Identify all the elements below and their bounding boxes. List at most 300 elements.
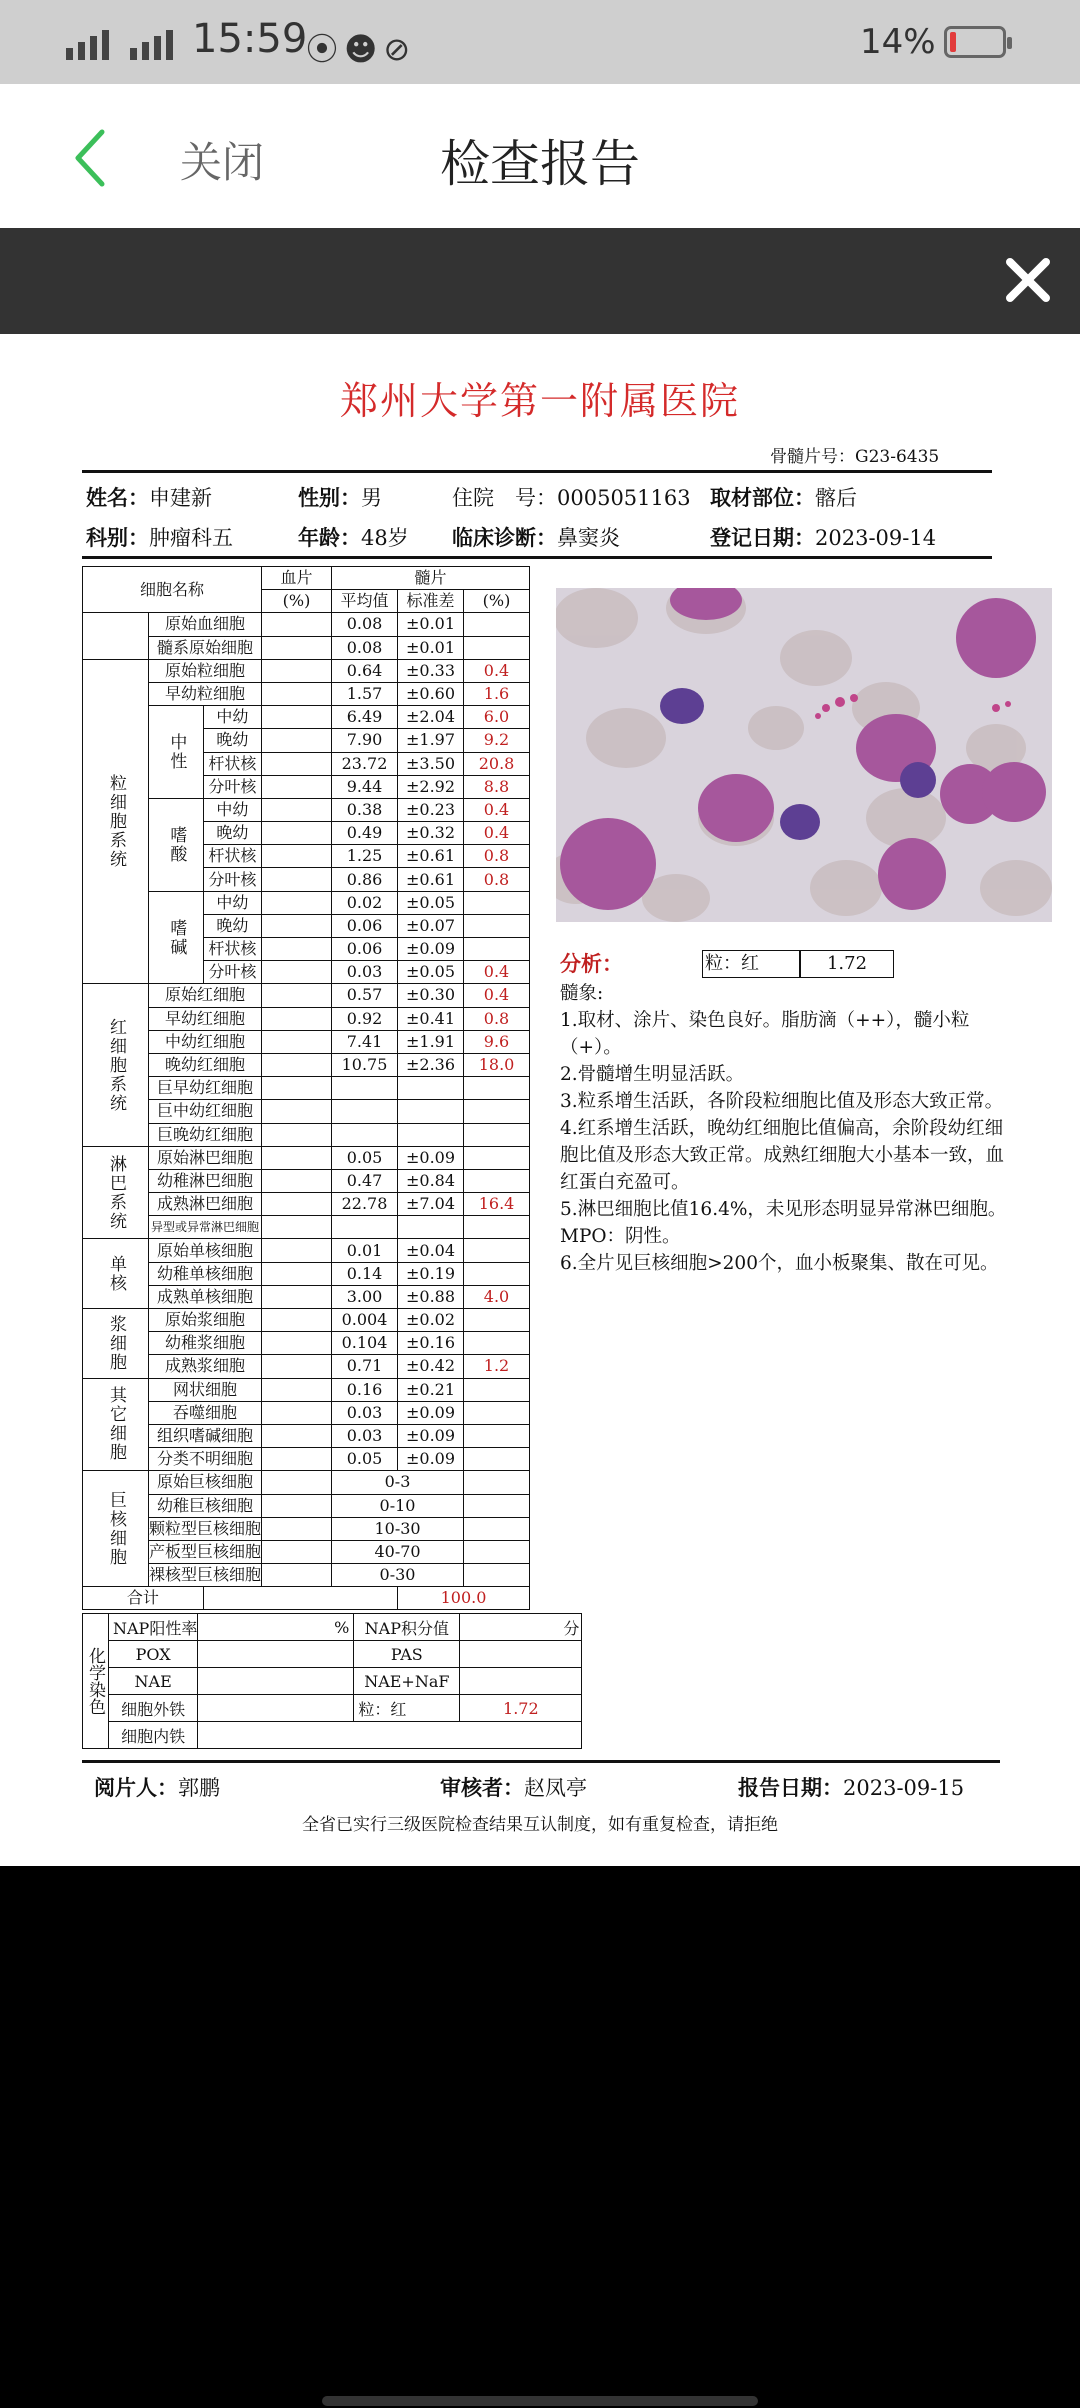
sd-value: ±0.61	[398, 845, 464, 868]
table-row	[83, 1641, 582, 1668]
pct-value: 20.8	[464, 752, 530, 775]
mean-value: 7.41	[332, 1030, 398, 1053]
pct-value	[464, 1146, 530, 1169]
int-iron-value	[198, 1722, 582, 1749]
mean-value: 0.14	[332, 1262, 398, 1285]
range-value: 0-30	[332, 1564, 464, 1587]
home-indicator[interactable]	[322, 2396, 758, 2406]
blood-value	[262, 1007, 332, 1030]
blood-value	[262, 798, 332, 821]
nae-naf-label: NAE+NaF	[354, 1668, 460, 1695]
ratio-label: 粒：红	[354, 1695, 460, 1722]
sd-value: ±1.97	[398, 729, 464, 752]
blood-value	[262, 613, 332, 636]
pct-value	[464, 1332, 530, 1355]
mean-value: 7.90	[332, 729, 398, 752]
table-row	[83, 1123, 530, 1146]
table-row	[83, 682, 530, 705]
table-row	[83, 1517, 530, 1540]
blood-value	[262, 1401, 332, 1424]
pct-value: 0.4	[464, 961, 530, 984]
pox-value	[198, 1641, 354, 1668]
mean-value: 10.75	[332, 1053, 398, 1076]
pct-value	[464, 1401, 530, 1424]
cell-name: 中幼	[203, 891, 261, 914]
sd-value: ±0.60	[398, 682, 464, 705]
signal-icon	[66, 26, 109, 60]
range-value: 0-10	[332, 1494, 464, 1517]
pct-value: 9.6	[464, 1030, 530, 1053]
table-row	[83, 1448, 530, 1471]
cell-name: 晚幼	[203, 729, 261, 752]
ext-iron-value	[198, 1695, 354, 1722]
blood-value	[262, 822, 332, 845]
analysis-item: 1.取材、涂片、染色良好。脂肪滴（++），髓小粒（+）。	[560, 1010, 970, 1058]
blood-value	[262, 752, 332, 775]
sd-value: ±0.02	[398, 1309, 464, 1332]
blood-value	[262, 984, 332, 1007]
sd-value: ±0.61	[398, 868, 464, 891]
pct-value	[464, 1448, 530, 1471]
pct-value	[464, 891, 530, 914]
reader: 阅片人：郭鹏	[94, 1775, 220, 1800]
ratio-value: 1.72	[800, 950, 894, 978]
cell-name: 中幼	[203, 706, 261, 729]
mean-value	[332, 1077, 398, 1100]
hotspot-icon: ⦿	[306, 30, 345, 68]
blood-value	[262, 729, 332, 752]
cell-name: 早幼粒细胞	[149, 682, 262, 705]
cell-name: 巨早幼红细胞	[149, 1077, 262, 1100]
cell-name: 网状细胞	[149, 1378, 262, 1401]
sd-value	[398, 1100, 464, 1123]
pct-value	[464, 1077, 530, 1100]
analysis-item: 4.红系增生活跃，晚幼红细胞比值偏高，余阶段幼红细胞比值及形态大致正常。成熟红细胞大小基本一致，血红蛋白充盈可。	[560, 1118, 1005, 1193]
cell-name: 中幼红细胞	[149, 1030, 262, 1053]
cell-name: 分叶核	[203, 775, 261, 798]
group-label: 淋巴系统	[83, 1146, 149, 1239]
table-row	[83, 1564, 530, 1587]
cell-name: 原始粒细胞	[149, 659, 262, 682]
cell-name: 原始浆细胞	[149, 1309, 262, 1332]
page-title: 检查报告	[440, 135, 640, 193]
wechat-icon: ☻	[344, 30, 384, 68]
cell-name: 晚幼	[203, 822, 261, 845]
pct-value: 0.4	[464, 822, 530, 845]
analysis-item: 6.全片见巨核细胞>200个，血小板聚集、散在可见。	[560, 1253, 999, 1274]
mean-value: 0.05	[332, 1146, 398, 1169]
sd-value: ±0.01	[398, 613, 464, 636]
sd-value: ±0.19	[398, 1262, 464, 1285]
nap-score-value: 分	[460, 1614, 582, 1641]
pct-value: 16.4	[464, 1193, 530, 1216]
sd-value: ±0.09	[398, 1424, 464, 1447]
sd-value: ±7.04	[398, 1193, 464, 1216]
group-label: 其它细胞	[83, 1378, 149, 1471]
blood-value	[262, 1471, 332, 1494]
sd-value: ±0.84	[398, 1169, 464, 1192]
analysis-item: 3.粒系增生活跃，各阶段粒细胞比值及形态大致正常。	[560, 1091, 1004, 1112]
table-row	[83, 1216, 530, 1239]
nap-rate-value: %	[198, 1614, 354, 1641]
col-mean: 平均值	[332, 590, 398, 613]
analysis-heading: 髓象:	[560, 983, 604, 1004]
blood-value	[262, 636, 332, 659]
mean-value	[332, 1123, 398, 1146]
mean-value: 0.71	[332, 1355, 398, 1378]
sd-value: ±0.23	[398, 798, 464, 821]
table-row	[83, 1695, 582, 1722]
table-row	[83, 613, 530, 636]
pct-value	[464, 1309, 530, 1332]
sd-value: ±2.92	[398, 775, 464, 798]
pox-label: POX	[109, 1641, 198, 1668]
group-label: 红细胞系统	[83, 984, 149, 1146]
close-icon[interactable]	[1004, 256, 1052, 304]
pct-value	[464, 1564, 530, 1587]
cell-name: 分叶核	[203, 961, 261, 984]
ratio-label: 粒：红	[702, 950, 800, 978]
sd-value: ±0.09	[398, 1448, 464, 1471]
pct-value: 0.4	[464, 798, 530, 821]
link-icon: ⊘	[383, 30, 417, 68]
cell-name: 巨晚幼红细胞	[149, 1123, 262, 1146]
patient-sex: 性别：男	[298, 485, 382, 510]
table-row	[83, 1262, 530, 1285]
cell-name: 颗粒型巨核细胞	[149, 1517, 262, 1540]
table-row	[83, 1424, 530, 1447]
cell-name: 分叶核	[203, 868, 261, 891]
pct-value: 0.4	[464, 659, 530, 682]
cell-name: 髓系原始细胞	[149, 636, 262, 659]
cell-name: 成熟淋巴细胞	[149, 1193, 262, 1216]
blood-value	[262, 1077, 332, 1100]
table-row	[83, 1285, 530, 1308]
table-row	[83, 1355, 530, 1378]
mean-value: 0.03	[332, 1424, 398, 1447]
sd-value: ±0.21	[398, 1378, 464, 1401]
sd-value: ±0.33	[398, 659, 464, 682]
pct-value	[464, 1517, 530, 1540]
blood-value	[262, 1309, 332, 1332]
sd-value: ±0.09	[398, 938, 464, 961]
table-row	[83, 1332, 530, 1355]
pct-value	[464, 938, 530, 961]
blood-value	[262, 1448, 332, 1471]
col-blood: 血片	[262, 567, 332, 590]
table-row	[83, 1193, 530, 1216]
nap-rate-label: NAP阳性率	[109, 1614, 198, 1641]
cell-name: 吞噬细胞	[149, 1401, 262, 1424]
col-pct: (%)	[464, 590, 530, 613]
mean-value: 0.57	[332, 984, 398, 1007]
blood-value	[262, 1030, 332, 1053]
mean-value: 0.16	[332, 1378, 398, 1401]
mean-value: 0.02	[332, 891, 398, 914]
sample-site: 取材部位：髂后	[710, 485, 857, 510]
cell-name: 幼稚巨核细胞	[149, 1494, 262, 1517]
pct-value: 0.4	[464, 984, 530, 1007]
cell-name: 杆状核	[203, 938, 261, 961]
mean-value: 3.00	[332, 1285, 398, 1308]
sd-value	[398, 1216, 464, 1239]
subgroup-label: 中性	[149, 706, 204, 799]
sd-value	[398, 1123, 464, 1146]
range-value: 40-70	[332, 1540, 464, 1563]
blood-value	[262, 1355, 332, 1378]
range-value: 0-3	[332, 1471, 464, 1494]
pct-value	[464, 613, 530, 636]
department: 科别：肿瘤科五	[86, 525, 233, 550]
pct-value: 18.0	[464, 1053, 530, 1076]
ratio-value: 1.72	[460, 1695, 582, 1722]
mean-value: 1.25	[332, 845, 398, 868]
sd-value: ±0.88	[398, 1285, 464, 1308]
col-blood-pct: (%)	[262, 590, 332, 613]
cell-name: 幼稚浆细胞	[149, 1332, 262, 1355]
table-row	[83, 1100, 530, 1123]
mean-value: 0.01	[332, 1239, 398, 1262]
total-value: 100.0	[398, 1587, 530, 1610]
mean-value: 0.92	[332, 1007, 398, 1030]
patient-name: 姓名：申建新	[86, 485, 212, 510]
sd-value: ±0.30	[398, 984, 464, 1007]
register-date: 登记日期：2023-09-14	[710, 525, 937, 550]
sd-value: ±0.32	[398, 822, 464, 845]
cell-name: 产板型巨核细胞	[149, 1540, 262, 1563]
mean-value: 0.03	[332, 961, 398, 984]
sd-value: ±0.09	[398, 1146, 464, 1169]
table-row	[83, 1077, 530, 1100]
blood-value	[262, 1146, 332, 1169]
cell-name: 晚幼	[203, 914, 261, 937]
nae-label: NAE	[109, 1668, 198, 1695]
nae-value	[198, 1668, 354, 1695]
pct-value: 1.2	[464, 1355, 530, 1378]
mean-value: 0.104	[332, 1332, 398, 1355]
footer-note: 全省已实行三级医院检查结果互认制度，如有重复检查，请拒绝	[302, 1815, 778, 1835]
table-row	[83, 1540, 530, 1563]
sd-value: ±1.91	[398, 1030, 464, 1053]
chemical-stain-table	[82, 1613, 582, 1749]
table-row	[83, 984, 530, 1007]
blood-value	[262, 1239, 332, 1262]
sd-value: ±0.42	[398, 1355, 464, 1378]
mean-value: 6.49	[332, 706, 398, 729]
table-row	[83, 1030, 530, 1053]
blood-value	[262, 706, 332, 729]
blood-value	[262, 1123, 332, 1146]
battery-percent: 14%	[860, 22, 936, 62]
patient-age: 年龄：48岁	[298, 525, 409, 550]
cell-name: 杆状核	[203, 752, 261, 775]
divider	[82, 556, 992, 559]
nae-naf-value	[460, 1668, 582, 1695]
cell-name: 组织嗜碱细胞	[149, 1424, 262, 1447]
mean-value: 0.64	[332, 659, 398, 682]
sd-value: ±0.04	[398, 1239, 464, 1262]
pct-value	[464, 1123, 530, 1146]
blood-value	[262, 938, 332, 961]
pct-value	[464, 1424, 530, 1447]
pct-value	[464, 914, 530, 937]
pct-value: 0.8	[464, 868, 530, 891]
mean-value: 0.05	[332, 1448, 398, 1471]
table-row	[83, 1239, 530, 1262]
ratio-box	[702, 950, 894, 978]
table-row	[83, 1614, 582, 1641]
total-label: 合计	[83, 1587, 204, 1610]
blood-value	[262, 659, 332, 682]
blood-value	[262, 891, 332, 914]
blood-value	[262, 1424, 332, 1447]
analysis-item: 5.淋巴细胞比值16.4%，未见形态明显异常淋巴细胞。MPO：阴性。	[560, 1199, 1007, 1247]
cell-name: 原始红细胞	[149, 984, 262, 1007]
mean-value	[332, 1100, 398, 1123]
analysis-item: 2.骨髓增生明显活跃。	[560, 1064, 745, 1085]
pct-value: 6.0	[464, 706, 530, 729]
blood-value	[262, 1540, 332, 1563]
status-time: 15:59	[192, 16, 308, 62]
mean-value	[332, 1216, 398, 1239]
mean-value: 23.72	[332, 752, 398, 775]
ext-iron-label: 细胞外铁	[109, 1695, 198, 1722]
table-row	[83, 1471, 530, 1494]
pct-value	[464, 1540, 530, 1563]
group-label: 粒细胞系统	[83, 659, 149, 984]
blood-value	[262, 1053, 332, 1076]
group-label: 单核	[83, 1239, 149, 1309]
blood-value	[262, 1517, 332, 1540]
cell-name: 晚幼红细胞	[149, 1053, 262, 1076]
blood-value	[262, 1100, 332, 1123]
mean-value: 0.06	[332, 938, 398, 961]
range-value: 10-30	[332, 1517, 464, 1540]
mean-value: 0.08	[332, 636, 398, 659]
pct-value	[464, 1262, 530, 1285]
pct-value: 0.8	[464, 1007, 530, 1030]
hospital-name: 郑州大学第一附属医院	[339, 379, 740, 423]
pct-value	[464, 1216, 530, 1239]
sd-value	[398, 1077, 464, 1100]
pct-value	[464, 1494, 530, 1517]
pct-value	[464, 1239, 530, 1262]
nap-score-label: NAP积分值	[354, 1614, 460, 1641]
blood-value	[262, 845, 332, 868]
sd-value: ±0.05	[398, 961, 464, 984]
sd-value: ±2.04	[398, 706, 464, 729]
pct-value: 1.6	[464, 682, 530, 705]
mean-value: 0.03	[332, 1401, 398, 1424]
status-icons	[306, 24, 416, 70]
status-bar	[0, 0, 1080, 84]
pct-value	[464, 1169, 530, 1192]
cell-name: 裸核型巨核细胞	[149, 1564, 262, 1587]
blood-value	[262, 1494, 332, 1517]
table-row	[83, 1401, 530, 1424]
pct-value: 0.8	[464, 845, 530, 868]
blood-value	[262, 1216, 332, 1239]
group-label: 浆细胞	[83, 1309, 149, 1379]
table-row	[83, 891, 530, 914]
pct-value: 8.8	[464, 775, 530, 798]
bone-marrow-image	[556, 588, 1052, 922]
mean-value: 0.38	[332, 798, 398, 821]
analysis-text	[560, 980, 1010, 1277]
divider	[82, 470, 992, 473]
sd-value: ±0.07	[398, 914, 464, 937]
table-row	[83, 636, 530, 659]
inpatient-no: 住院 号：0005051163	[452, 486, 691, 510]
cell-name: 分类不明细胞	[149, 1448, 262, 1471]
table-row	[83, 1494, 530, 1517]
subgroup-label: 嗜酸	[149, 798, 204, 891]
cell-name: 异型或异常淋巴细胞	[149, 1216, 262, 1239]
pct-value	[464, 636, 530, 659]
table-row	[83, 1007, 530, 1030]
battery-icon	[944, 26, 1006, 58]
sd-value: ±0.05	[398, 891, 464, 914]
nav-bar	[0, 84, 1080, 228]
pct-value	[464, 1100, 530, 1123]
group-label	[83, 613, 149, 659]
blood-value	[262, 1332, 332, 1355]
cell-name: 杆状核	[203, 845, 261, 868]
pct-value: 9.2	[464, 729, 530, 752]
cell-name: 原始巨核细胞	[149, 1471, 262, 1494]
cell-name: 幼稚单核细胞	[149, 1262, 262, 1285]
table-row	[83, 1378, 530, 1401]
blood-value	[262, 961, 332, 984]
cell-name: 原始血细胞	[149, 613, 262, 636]
table-row	[83, 798, 530, 821]
signal-icon	[130, 26, 173, 60]
blood-value	[262, 1285, 332, 1308]
close-button[interactable]: 关闭	[180, 138, 265, 187]
blood-value	[262, 1564, 332, 1587]
blood-value	[262, 1193, 332, 1216]
sd-value: ±0.41	[398, 1007, 464, 1030]
pct-value	[464, 1378, 530, 1401]
sd-value: ±0.01	[398, 636, 464, 659]
table-row	[83, 1146, 530, 1169]
pct-value	[464, 1471, 530, 1494]
mean-value: 0.06	[332, 914, 398, 937]
total-blank	[203, 1587, 397, 1610]
viewer-toolbar	[0, 228, 1080, 334]
cell-name: 巨中幼红细胞	[149, 1100, 262, 1123]
mean-value: 1.57	[332, 682, 398, 705]
divider	[82, 1760, 1000, 1763]
report-document	[0, 334, 1080, 1866]
group-label: 化学染色	[83, 1614, 109, 1749]
blood-value	[262, 868, 332, 891]
pas-label: PAS	[354, 1641, 460, 1668]
table-row	[83, 706, 530, 729]
table-row	[83, 659, 530, 682]
group-label: 巨核细胞	[83, 1471, 149, 1587]
cell-count-table	[82, 566, 530, 1610]
cell-name: 原始淋巴细胞	[149, 1146, 262, 1169]
mean-value: 0.49	[332, 822, 398, 845]
table-row	[83, 1169, 530, 1192]
table-row	[83, 1309, 530, 1332]
cell-name: 成熟单核细胞	[149, 1285, 262, 1308]
mean-value: 22.78	[332, 1193, 398, 1216]
blood-value	[262, 682, 332, 705]
cell-name: 成熟浆细胞	[149, 1355, 262, 1378]
pct-value: 4.0	[464, 1285, 530, 1308]
